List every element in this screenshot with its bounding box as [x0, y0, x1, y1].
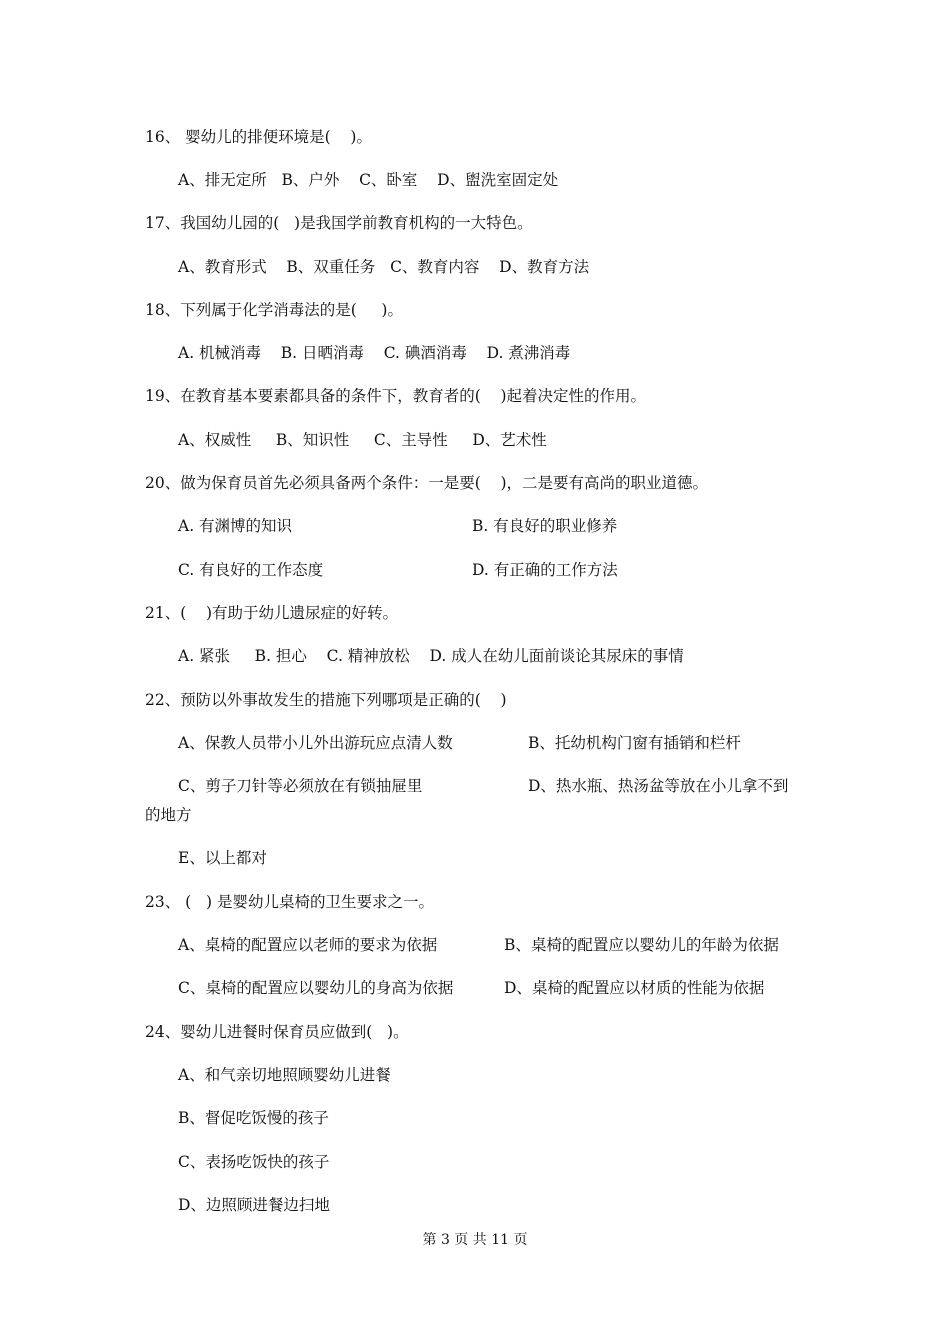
q22-option-a: A、保教人员带小儿外出游玩应点清人数	[178, 734, 453, 752]
q18-stem: 18、下列属于化学消毒法的是( )。	[145, 301, 403, 319]
q16-options: A、排无定所 B、户外 C、卧室 D、盥洗室固定处	[178, 171, 559, 189]
q24-option-d: D、边照顾进餐边扫地	[178, 1196, 330, 1214]
q20-option-d: D. 有正确的工作方法	[472, 561, 618, 579]
q18-options: A. 机械消毒 B. 日晒消毒 C. 碘酒消毒 D. 煮沸消毒	[178, 344, 571, 362]
q20-option-c: C. 有良好的工作态度	[178, 561, 324, 579]
q19-stem: 19、在教育基本要素都具备的条件下，教育者的( )起着决定性的作用。	[145, 387, 647, 405]
q16-stem: 16、 婴幼儿的排便环境是( )。	[145, 128, 372, 146]
q19-options: A、权威性 B、知识性 C、主导性 D、艺术性	[178, 431, 547, 449]
q23-option-d: D、桌椅的配置应以材质的性能为依据	[504, 979, 765, 997]
q22-option-d: D、热水瓶、热汤盆等放在小儿拿不到	[528, 777, 789, 795]
q24-option-b: B、督促吃饭慢的孩子	[178, 1109, 329, 1127]
q22-option-b: B、托幼机构门窗有插销和栏杆	[528, 734, 741, 752]
q17-stem: 17、我国幼儿园的( )是我国学前教育机构的一大特色。	[145, 214, 533, 232]
q24-stem: 24、婴幼儿进餐时保育员应做到( )。	[145, 1023, 409, 1041]
q24-option-a: A、和气亲切地照顾婴幼儿进餐	[178, 1066, 391, 1084]
page-footer: 第 3 页 共 11 页	[422, 1232, 528, 1248]
q17-options: A、教育形式 B、双重任务 C、教育内容 D、教育方法	[178, 258, 590, 276]
q24-option-c: C、表扬吃饭快的孩子	[178, 1153, 330, 1171]
q23-stem: 23、 ( ) 是婴幼儿桌椅的卫生要求之一。	[145, 893, 434, 911]
q20-option-b: B. 有良好的职业修养	[472, 517, 618, 535]
q23-option-c: C、桌椅的配置应以婴幼儿的身高为依据	[178, 979, 454, 997]
q21-stem: 21、( )有助于幼儿遗尿症的好转。	[145, 604, 399, 622]
q23-option-b: B、桌椅的配置应以婴幼儿的年龄为依据	[504, 936, 779, 954]
q23-option-a: A、桌椅的配置应以老师的要求为依据	[178, 936, 438, 954]
q22-option-c: C、剪子刀针等必须放在有锁抽屉里	[178, 777, 423, 795]
q20-stem: 20、做为保育员首先必须具备两个条件：一是要( )，二是要有高尚的职业道德。	[145, 474, 709, 492]
q22-option-e: E、以上都对	[178, 849, 267, 867]
q22-stem: 22、预防以外事故发生的措施下列哪项是正确的( )	[145, 691, 507, 709]
q20-option-a: A. 有渊博的知识	[178, 517, 293, 535]
q22-option-d-cont: 的地方	[145, 806, 192, 824]
q21-options: A. 紧张 B. 担心 C. 精神放松 D. 成人在幼儿面前谈论其尿床的事情	[178, 647, 684, 665]
